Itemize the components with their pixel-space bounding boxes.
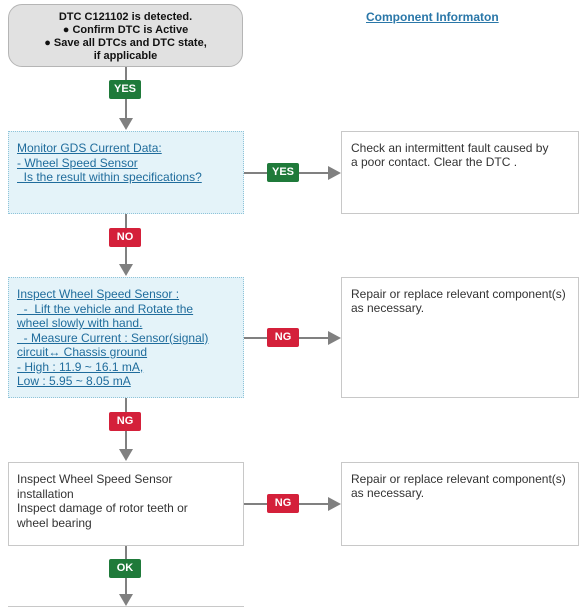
arrow-right-icon (328, 331, 341, 345)
component-information-link[interactable]: Component Informaton (366, 10, 499, 24)
connector-line (244, 172, 267, 174)
step-monitor-gds (8, 131, 244, 214)
connector-line (125, 247, 127, 265)
connector-line (244, 337, 267, 339)
step-inspect-installation (8, 462, 244, 546)
step-link[interactable]: Monitor GDS Current Data: (17, 141, 162, 155)
connector-line (125, 67, 127, 80)
step-link[interactable]: circuit↔ Chassis ground (17, 345, 148, 359)
arrow-down-icon (119, 264, 133, 276)
ng-badge: NG (109, 412, 141, 431)
step-link[interactable]: - Measure Current : Sensor(signal) (17, 330, 209, 345)
connector-line (299, 172, 329, 174)
result-repair-replace (341, 277, 579, 398)
result-line: Repair or replace relevant component(s) (351, 472, 566, 486)
connector-line (244, 503, 267, 505)
arrow-right-icon (328, 497, 341, 511)
result-line: a poor contact. Clear the DTC . (351, 155, 518, 169)
connector-line (125, 214, 127, 228)
result-line: Repair or replace relevant component(s) (351, 287, 566, 301)
step-link[interactable]: wheel slowly with hand. (17, 316, 143, 330)
result-repair-replace (341, 462, 579, 546)
connector-line (125, 431, 127, 450)
result-line: Check an intermittent fault caused by (351, 141, 549, 155)
step-link[interactable]: Is the result within specifications? (17, 170, 202, 184)
ng-badge: NG (267, 494, 299, 513)
connector-line (125, 99, 127, 119)
step-line: Inspect damage of rotor teeth or (17, 501, 188, 515)
result-line: as necessary. (351, 486, 425, 500)
start-line: ● Save all DTCs and DTC state, (44, 37, 207, 49)
arrow-down-icon (119, 594, 133, 606)
start-node (8, 4, 243, 67)
arrow-down-icon (119, 118, 133, 130)
result-line: as necessary. (351, 301, 425, 315)
ng-badge: NG (267, 328, 299, 347)
step-link[interactable]: Low : 5.95 ~ 8.05 mA (17, 374, 131, 388)
start-line: if applicable (93, 50, 158, 62)
step-line: wheel bearing (17, 515, 92, 530)
step-line: Inspect Wheel Speed Sensor (17, 472, 173, 486)
arrow-right-icon (328, 166, 341, 180)
step-link[interactable]: - Wheel Speed Sensor (17, 155, 138, 170)
yes-badge: YES (109, 80, 141, 99)
step-link[interactable]: Inspect Wheel Speed Sensor : (17, 287, 180, 301)
arrow-down-icon (119, 449, 133, 461)
start-line: ● Confirm DTC is Active (62, 24, 189, 36)
start-line: DTC C121102 is detected. (58, 11, 193, 23)
ok-badge: OK (109, 559, 141, 578)
connector-line (125, 546, 127, 559)
connector-line (299, 337, 329, 339)
result-intermittent-fault (341, 131, 579, 214)
connector-line (125, 398, 127, 412)
step-link[interactable]: - Lift the vehicle and Rotate the (17, 301, 194, 316)
step-link[interactable]: - High : 11.9 ~ 16.1 mA, (17, 359, 144, 374)
connector-line (125, 578, 127, 595)
connector-line (299, 503, 329, 505)
step-inspect-sensor (8, 277, 244, 398)
yes-badge: YES (267, 163, 299, 182)
step-line: installation (17, 486, 74, 501)
no-badge: NO (109, 228, 141, 247)
